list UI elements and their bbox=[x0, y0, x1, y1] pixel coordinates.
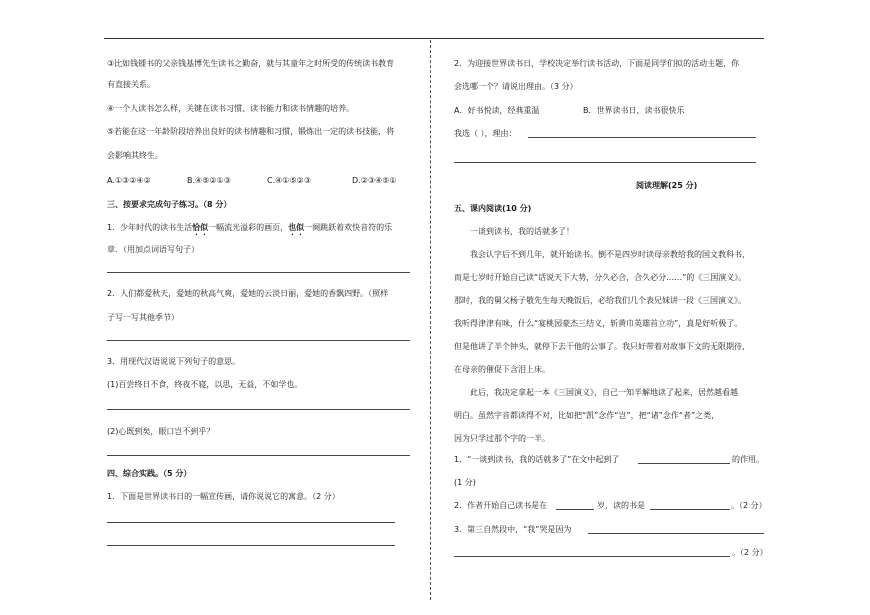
answer-line[interactable] bbox=[454, 556, 730, 557]
q2-option-b: B．世界读书日，读书很快乐 bbox=[583, 106, 685, 115]
answer-blank[interactable] bbox=[556, 509, 594, 510]
q2-option-a: A．好书悦读，经典重温 bbox=[454, 106, 540, 115]
option-c: C.④①⑤②③ bbox=[267, 176, 311, 185]
q2-prompt: 2．为迎接世界读书日，学校决定举行读书活动，下面是同学们拟的活动主题，你 bbox=[454, 59, 740, 68]
section3-title: 三、按要求完成句子练习。（8 分） bbox=[107, 200, 232, 209]
sentence1-cont: 章．（用加点词语写句子） bbox=[107, 245, 199, 254]
answer-line[interactable] bbox=[107, 455, 410, 456]
sentence1-part-c: 一阕跳跃着欢快音符的乐 bbox=[304, 223, 393, 232]
q2-choice: 我选（ ），理由： bbox=[454, 129, 517, 138]
reading-q1: 1．“一谈到读书，我的话就多了”在文中起到了 bbox=[454, 455, 620, 464]
top-rule bbox=[104, 38, 764, 39]
reading-q1-end: 的作用。 bbox=[732, 455, 764, 464]
sentence2-cont: 子写一写其他季节） bbox=[107, 313, 179, 322]
section5-title: 五、课内阅读(10 分) bbox=[454, 204, 532, 213]
q3-item5: ⑤若能在这一年龄阶段培养出良好的读书情趣和习惯，锻炼出一定的读书技能，将 bbox=[107, 127, 395, 136]
reading-q1-score: (1 分) bbox=[454, 478, 476, 487]
answer-line[interactable] bbox=[528, 137, 756, 138]
answer-line[interactable] bbox=[107, 522, 395, 523]
option-a: A.①③②④② bbox=[107, 176, 151, 185]
passage-p2-line5: 但是他讲了半个钟头，就停下去干他的公事了。我只好带着对故事下文的无限期待， bbox=[454, 342, 750, 351]
reading-title: 阅读理解(25 分) bbox=[636, 181, 698, 190]
q3-item3: ③比如钱锺书的父亲钱基博先生读书之勤奋，就与其童年之时所受的传统读书教育 bbox=[107, 59, 395, 68]
reading-q3-score: 。（2 分） bbox=[732, 548, 768, 557]
answer-blank[interactable] bbox=[588, 533, 764, 534]
answer-line[interactable] bbox=[107, 409, 410, 410]
dotted-word-2: 也似 bbox=[288, 223, 305, 232]
passage-p2-line4: 我听得津津有味，什么“宴桃园豪杰三结义，斩黄巾英雄首立功”，真是好听极了。 bbox=[454, 319, 743, 328]
answer-line[interactable] bbox=[107, 340, 410, 341]
q2-prompt-cont: 会选哪一个？请说出理由。（3 分） bbox=[454, 82, 578, 91]
option-d: D.②③④⑤① bbox=[352, 176, 397, 185]
section4-title: 四、综合实践。（5 分） bbox=[107, 469, 192, 478]
passage-p2-line2: 而是七岁时开始自己读“话说天下大势，分久必合，合久必分……”的《三国演义》。 bbox=[454, 273, 747, 282]
sentence1 bbox=[107, 223, 392, 237]
dotted-word-1: 恰似 bbox=[192, 223, 209, 232]
passage-p2-line3: 那时，我的舅父杨子敬先生每天晚饭后，必给我们几个表兄妹讲一段《三国演义》。 bbox=[454, 296, 746, 305]
q3-item3-cont: 有直接关系。 bbox=[107, 80, 155, 89]
sentence3-item1: (1)百尝终日不食，终夜不寝，以思，无益，不如学也。 bbox=[107, 380, 303, 389]
option-b: B.④⑤②①③ bbox=[187, 176, 231, 185]
reading-q2-a: 2．作者开始自己读书是在 bbox=[454, 501, 548, 510]
column-divider bbox=[430, 40, 431, 600]
passage-p3-line3: 因为只学过那个字的一半。 bbox=[454, 434, 550, 443]
passage-p3-line1: 此后，我决定拿起一本《三国演义》，自己一知半解地读了起来，居然越看越 bbox=[470, 388, 738, 397]
sentence3-item2: (2)心既到矣，眼口岂不到乎？ bbox=[107, 427, 215, 436]
practice-q1: 1．下面是世界读书日的一幅宣传画，请你说说它的寓意。（2 分） bbox=[107, 492, 340, 501]
q3-item5-cont: 会影响其终生。 bbox=[107, 151, 163, 160]
reading-q2-c: 。（2 分） bbox=[731, 501, 767, 510]
sentence1-part-b: 一幅流光溢彩的画页， bbox=[208, 223, 289, 232]
answer-line[interactable] bbox=[107, 545, 395, 546]
answer-line[interactable] bbox=[454, 162, 756, 163]
q3-item4: ④一个人读书怎么样，关键在读书习惯、读书能力和读书情趣的培养。 bbox=[107, 104, 355, 113]
passage-p3-line2: 明白。虽然字音都读得不对，比如把“凯”念作“岂”，把“诸”念作“者”之类， bbox=[454, 411, 720, 420]
sentence2: 2．人们都爱秋天，爱她的秋高气爽，爱她的云淡日丽，爱她的香飘四野。（照样 bbox=[107, 289, 389, 298]
sentence3: 3．用现代汉语说说下列句子的意思。 bbox=[107, 357, 241, 366]
reading-q2-b: 岁，读的书是 bbox=[597, 501, 645, 510]
passage-p2-line1: 我会认字后不到几年，就开始读书。倒不是四岁时读母亲教给我的国文教科书， bbox=[470, 250, 750, 259]
answer-line[interactable] bbox=[107, 272, 410, 273]
answer-blank[interactable] bbox=[638, 463, 730, 464]
reading-q3: 3．第三自然段中，“我”哭是因为 bbox=[454, 525, 572, 534]
sentence1-part-a: 1．少年时代的读书生活 bbox=[107, 223, 193, 232]
passage-p1: 一谈到读书，我的话就多了！ bbox=[470, 227, 574, 236]
passage-p2-line6: 在母亲的催促下含泪上床。 bbox=[454, 365, 550, 374]
answer-blank[interactable] bbox=[650, 509, 730, 510]
